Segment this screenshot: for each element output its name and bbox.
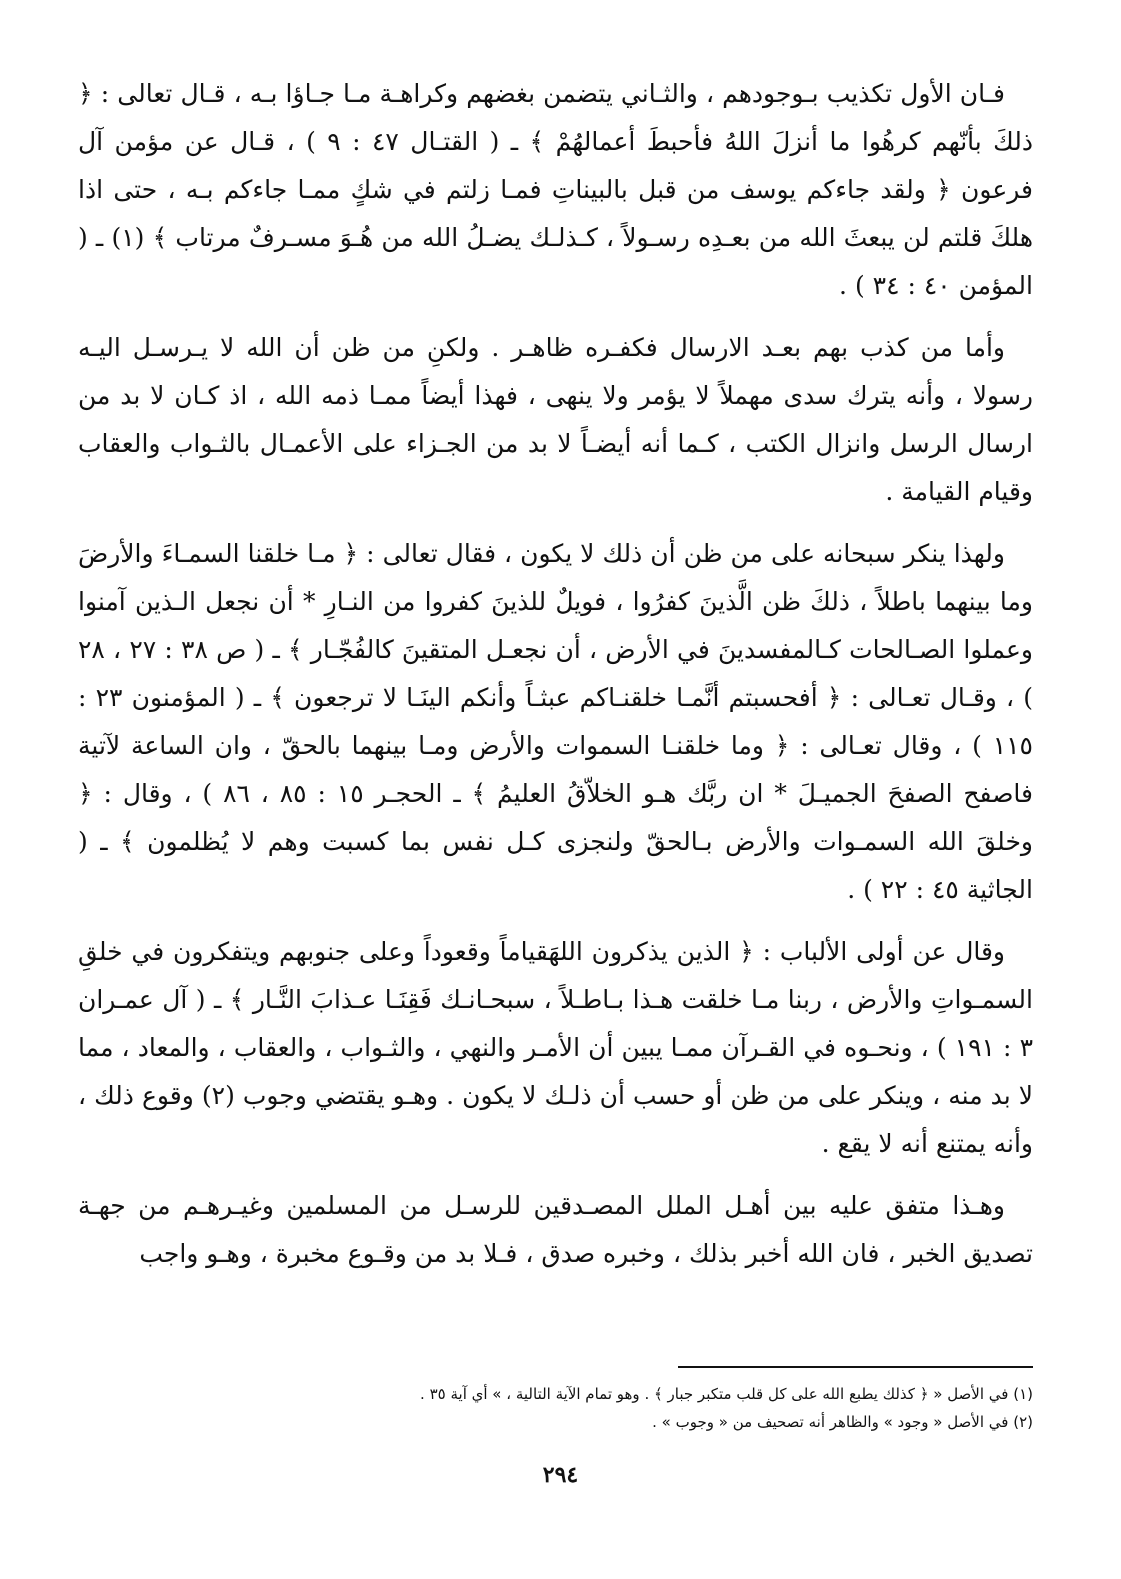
paragraph-3: ولهذا ينكر سبحانه على من ظن أن ذلك لا يكون ، فقال تعالى : ﴿ مـا خلقنا السمـاءَ والأرضَ وما بينهما باطلاً ، ذلكَ ظن الَّذينَ كفرُوا ، فويلٌ للذينَ كفروا من النـارِ * أن نجعل الـذين آمنوا وعملوا الصـالحات كـالمفسدينَ في الأرض ، أن نجعـل المتقينَ كالفُجّـار ﴾ ـ ( ص ٣٨ : ٢٧ ، ٢٨ ) ، وقـال تعـالى : ﴿ أفحسبتم أنَّمـا خلقنـاكم عبثـاً وأنكم الينَـا لا ترجعون ﴾ ـ ( المؤمنون ٢٣ : ١١٥ ) ، وقال تعـالى : ﴿ وما خلقنـا السموات والأرض ومـا بينهما بالحقّ ، وان الساعة لآتية فاصفح الصفحَ الجميـلَ * ان ربَّك هـو الخلاّقُ العليمُ ﴾ ـ الحجـر ١٥ : ٨٥ ، ٨٦ ) ، وقال : ﴿ وخلقَ الله السمـوات والأرض بـالحقّ ولنجزى كـل نفس بما كسبت وهم لا يُظلمون ﴾ ـ ( الجاثية ٤٥ : ٢٢ ) .: [78, 539, 1033, 904]
footnote-divider: [678, 1366, 1033, 1368]
footnote-2: (٢) في الأصل « وجود » والظاهر أنه تصحيف من « وجوب » .: [652, 1413, 1033, 1431]
paragraph-1: فـان الأول تكذيب بـوجودهم ، والثـاني يتضمن بغضهم وكراهـة مـا جـاؤا بـه ، قـال تعالى : ﴿ ذلكَ بأنّهم كرهُوا ما أنزلَ اللهُ فأحبطَ أعمالهُمْ ﴾ ـ ( القتـال ٤٧ : ٩ ) ، قـال عن مؤمن آل فرعون ﴿ ولقد جاءكم يوسف من قبل بالبيناتِ فمـا زلتم في شكٍ ممـا جاءكم بـه ، حتى اذا هلكَ قلتم لن يبعثَ الله من بعـدِه رسـولاً ، كـذلـك يضـلُ الله من هُـوَ مسـرفٌ مرتاب ﴾ (١) ـ ( المؤمن ٤٠ : ٣٤ ) .: [78, 79, 1033, 300]
body-text: [78, 70, 1033, 1278]
paragraph-2: وأما من كذب بهم بعـد الارسال فكفـره ظاهـر . ولكنِ من ظن أن الله لا يـرسـل اليـه رسولا ، وأنه يترك سدى مهملاً لا يؤمر ولا ينهى ، فهذا أيضاً ممـا ذمه الله ، اذ كـان لا بد من ارسال الرسل وانزال الكتب ، كـما أنه أيضـاً لا بد من الجـزاء على الأعمـال بالثـواب والعقاب وقيام القيامة .: [78, 333, 1033, 506]
paragraph-5: وهـذا متفق عليه بين أهـل الملل المصـدقين للرسـل من المسلمين وغيـرهـم من جهـة تصديق الخبر ، فان الله أخبر بذلك ، وخبره صدق ، فـلا بد من وقـوع مخبرة ، وهـو واجب: [78, 1191, 1033, 1268]
footnotes: [78, 1380, 1033, 1436]
paragraph-4: وقال عن أولى الألباب : ﴿ الذين يذكرون اللهَقياماً وقعوداً وعلى جنوبهم ويتفكرون في خلقِ السمـواتِ والأرض ، ربنا مـا خلقت هـذا بـاطـلاً ، سبحـانـك فَقِنَـا عـذابَ النَّـار ﴾ ـ ( آل عمـران ٣ : ١٩١ ) ، ونحـوه في القـرآن ممـا يبين أن الأمـر والنهي ، والثـواب ، والعقاب ، والمعاد ، مما لا بد منه ، وينكر على من ظن أو حسب أن ذلـك لا يكون . وهـو يقتضي وجوب (٢) وقوع ذلك ، وأنه يمتنع أنه لا يقع .: [78, 937, 1033, 1158]
page-number: ٢٩٤: [542, 1462, 579, 1488]
footnote-1: (١) في الأصل « ﴿ كذلك يطبع الله على كل قلب متكبر جبار ﴾ . وهو تمام الآية التالية ، » أي آية ٣٥ .: [420, 1385, 1033, 1403]
